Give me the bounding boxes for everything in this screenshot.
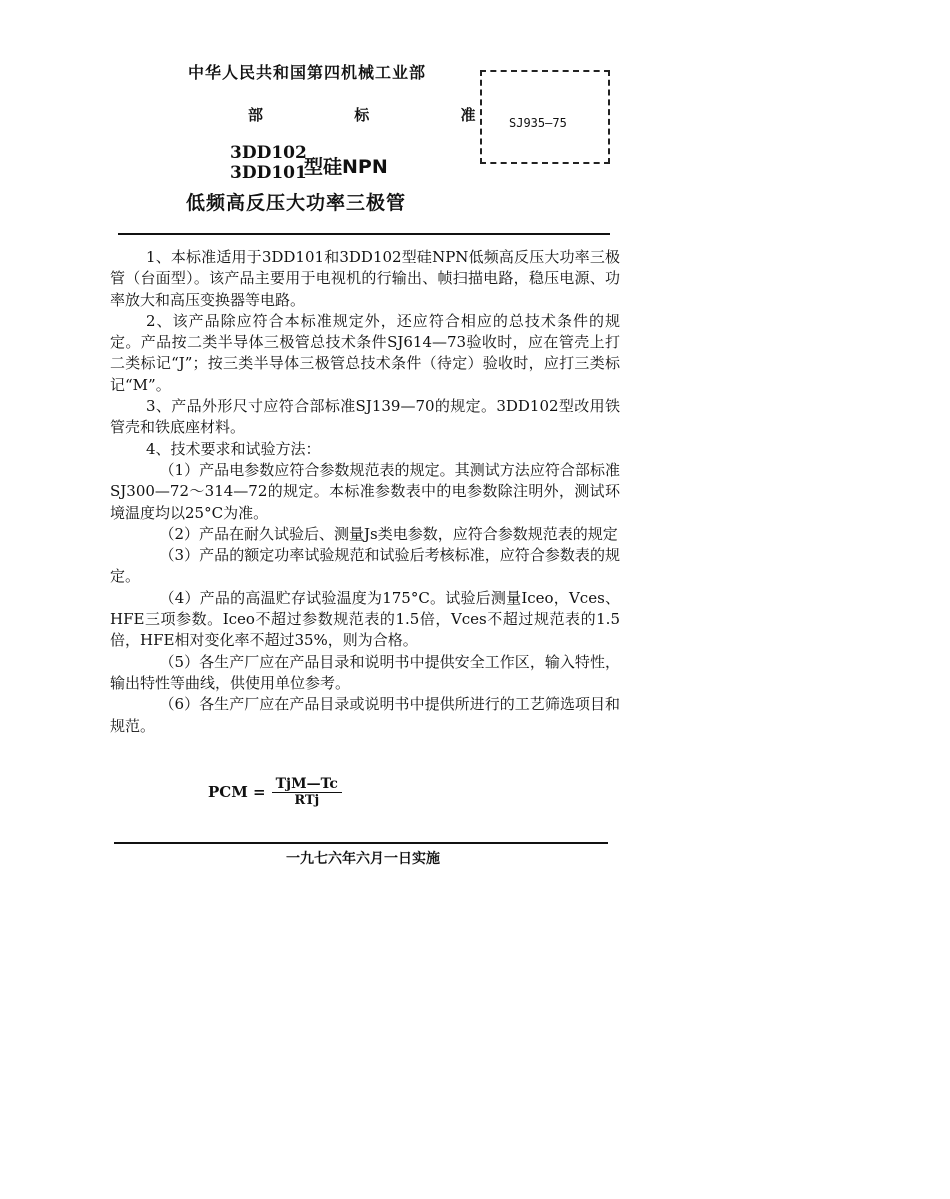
standard-label: 部 标 准 <box>248 106 504 124</box>
paragraph-4-4: （4）产品的高温贮存试验温度为175°C。试验后测量Iceo，Vces、HFE三项参数。Iceo不超过参数规范表的1.5倍，Vces不超过规范表的1.5倍，HFE相对变化率不超过35%，则为合格。 <box>110 588 620 650</box>
model-number-bottom: 3DD101 <box>230 163 307 183</box>
power-formula <box>208 776 342 808</box>
ministry-title: 中华人民共和国第四机械工业部 <box>188 63 427 82</box>
bottom-divider <box>114 842 608 844</box>
paragraph-2: 2、该产品除应符合本标准规定外，还应符合相应的总技术条件的规定。产品按二类半导体三极管总技术条件SJ614—73验收时，应在管壳上打二类标记“J”；按三类半导体三极管总技术条件（待定）验收时，应打三类标记“M”。 <box>110 311 620 394</box>
formula-fraction <box>272 776 342 808</box>
document-body <box>110 247 620 737</box>
document-subtitle: 低频高反压大功率三极管 <box>186 192 407 214</box>
standard-code: SJ935—75 <box>509 116 567 130</box>
paragraph-4-1: （1）产品电参数应符合参数规范表的规定。其测试方法应符合部标准SJ300—72～314—72的规定。本标准参数表中的电参数除注明外，测试环境温度均以25°C为准。 <box>110 460 620 522</box>
effective-date: 一九七六年六月一日实施 <box>286 851 440 867</box>
model-type-suffix: 型硅NPN <box>304 156 388 178</box>
paragraph-4-6: （6）各生产厂应在产品目录或说明书中提供所进行的工艺筛选项目和规范。 <box>110 695 620 735</box>
paragraph-4-5: （5）各生产厂应在产品目录和说明书中提供安全工作区，输入特性，输出特性等曲线，供使用单位参考。 <box>110 652 620 692</box>
paragraph-4-3: （3）产品的额定功率试验规范和试验后考核标准，应符合参数表的规定。 <box>110 546 620 586</box>
paragraph-4: 4、技术要求和试验方法： <box>146 439 321 458</box>
paragraph-4-2: （2）产品在耐久试验后、测量Js类电参数，应符合参数规范表的规定 <box>159 524 618 543</box>
paragraph-1: 1、本标准适用于3DD101和3DD102型硅NPN低频高反压大功率三极管（台面型）。该产品主要用于电视机的行输出、帧扫描电路，稳压电源、功率放大和高压变换器等电路。 <box>110 248 620 309</box>
top-divider <box>118 233 610 235</box>
model-number-top: 3DD102 <box>230 143 307 163</box>
formula-numerator: TjM—Tc <box>272 776 342 793</box>
formula-lhs: PCM = <box>208 783 266 801</box>
paragraph-3: 3、产品外形尺寸应符合部标准SJ139—70的规定。3DD102型改用铁管壳和铁底座材料。 <box>110 397 620 437</box>
formula-denominator: RTj <box>294 793 320 808</box>
